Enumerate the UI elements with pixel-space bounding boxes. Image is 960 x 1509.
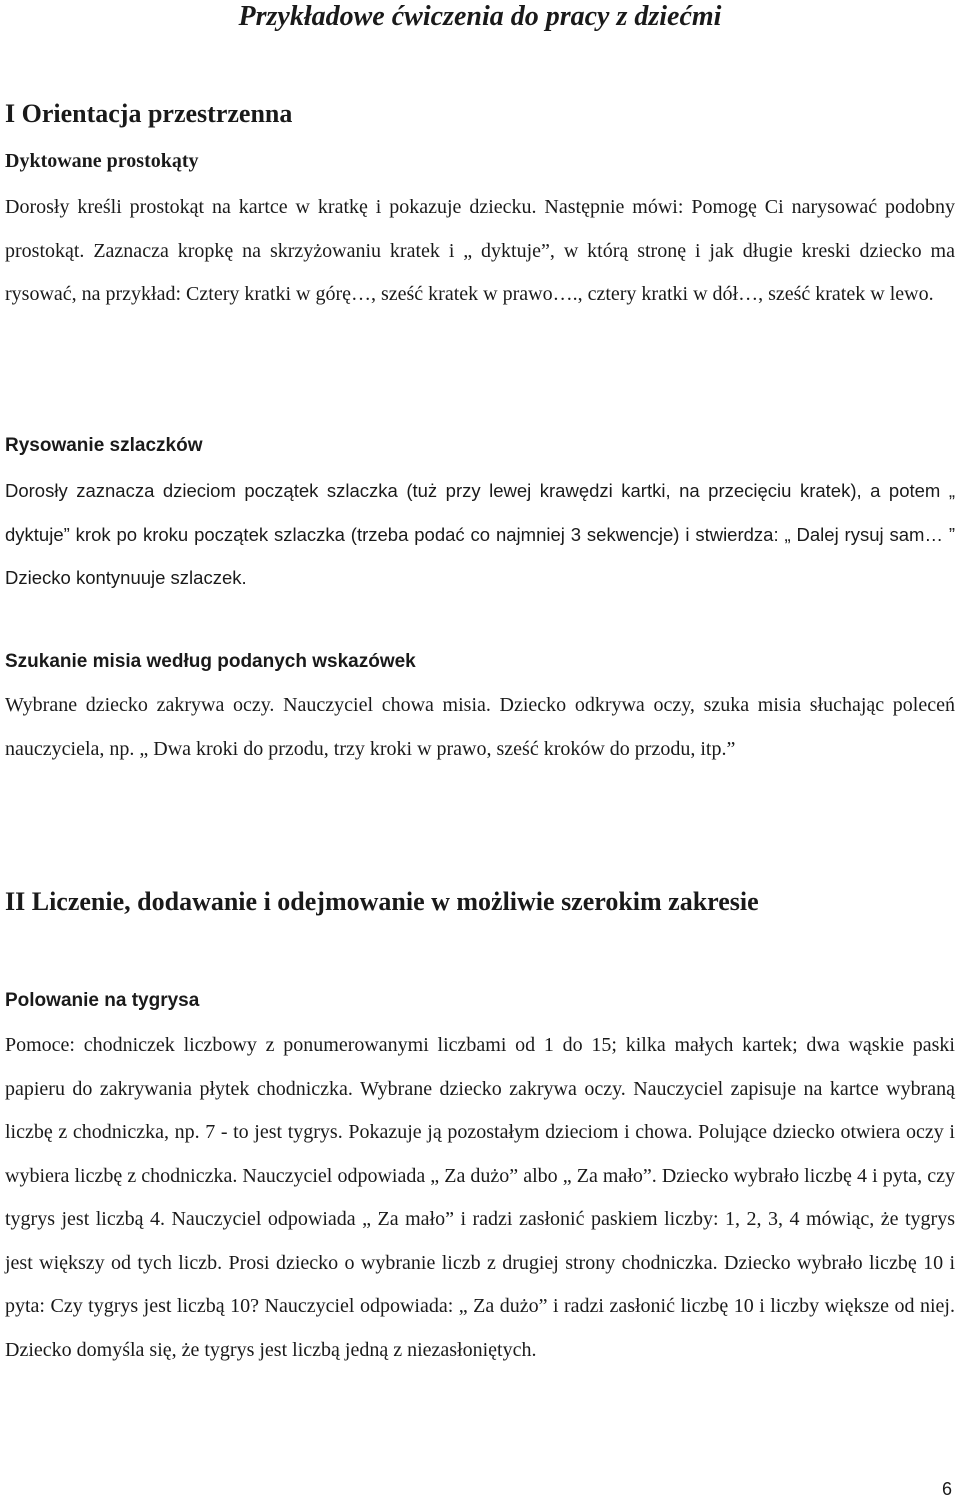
exercise-text-rectangles: Dorosły kreśli prostokąt na kartce w kratkę i pokazuje dziecku. Następnie mówi: Pomogę Ci narysować podobny prostokąt. Zaznacza kropkę na skrzyżowaniu kratek i „ dyktuje”, w którą stronę i jak długie kreski dziecko ma rysować, na przykład: Cztery kratki w górę…, sześć kratek w prawo…., cztery kratki w dół…, sześć kratek w lewo. — [5, 196, 955, 305]
exercise-title-rectangles: Dyktowane prostokąty — [5, 150, 199, 172]
exercise-text-patterns: Dorosły zaznacza dzieciom początek szlaczka (tuż przy lewej krawędzi kartki, na przecięciu kratek), a potem „ dyktuje” krok po kroku początek szlaczka (trzeba podać co najmniej 3 sekwencje) i stwierdza: „ Dalej rysuj sam… ” Dziecko kontynuuje szlaczek. — [5, 480, 955, 588]
document-title: Przykładowe ćwiczenia do pracy z dziećmi — [238, 1, 722, 32]
section-heading-counting: II Liczenie, dodawanie i odejmowanie w możliwie szerokim zakresie — [5, 887, 759, 916]
exercise-text-tiger: Pomoce: chodniczek liczbowy z ponumerowanymi liczbami od 1 do 15; kilka małych kartek; dwa wąskie paski papieru do zakrywania płytek chodniczka. Wybrane dziecko zakrywa oczy. Nauczyciel zapisuje na kartce wybraną liczbę z chodniczka, np. 7 - to jest tygrys. Pokazuje ją pozostałym dzieciom i chowa. Polujące dziecko otwiera oczy i wybiera liczbę z chodniczka. Nauczyciel odpowiada „ Za dużo” albo „ Za mało”. Dziecko wybrało liczbę 4 i pyta, czy tygrys jest liczbą 4. Nauczyciel odpowiada „ Za mało” i radzi zasłonić paskiem liczby: 1, 2, 3, 4 mówiąc, że tygrys jest większy od tych liczb. Prosi dziecko o wybranie liczb z drugiej strony chodniczka. Dziecko wybrało liczbę 10 i pyta: Czy tygrys jest liczbą 10? Nauczyciel odpowiada: „ Za dużo” i radzi zasłonić liczbę 10 i liczby większe od niej. Dziecko domyśla się, że tygrys jest liczbą jedną z niezasłoniętych. — [5, 1034, 955, 1361]
exercise-title-teddy: Szukanie misia według podanych wskazówek — [5, 651, 416, 672]
exercise-title-patterns: Rysowanie szlaczków — [5, 435, 203, 456]
page-number: 6 — [941, 1479, 952, 1499]
exercise-text-teddy: Wybrane dziecko zakrywa oczy. Nauczyciel chowa misia. Dziecko odkrywa oczy, szuka misia słuchając poleceń nauczyciela, np. „ Dwa kroki do przodu, trzy kroki w prawo, sześć kroków do przodu, itp.” — [5, 694, 955, 760]
section-heading-orientation: I Orientacja przestrzenna — [5, 99, 293, 128]
exercise-title-tiger: Polowanie na tygrysa — [5, 990, 200, 1011]
